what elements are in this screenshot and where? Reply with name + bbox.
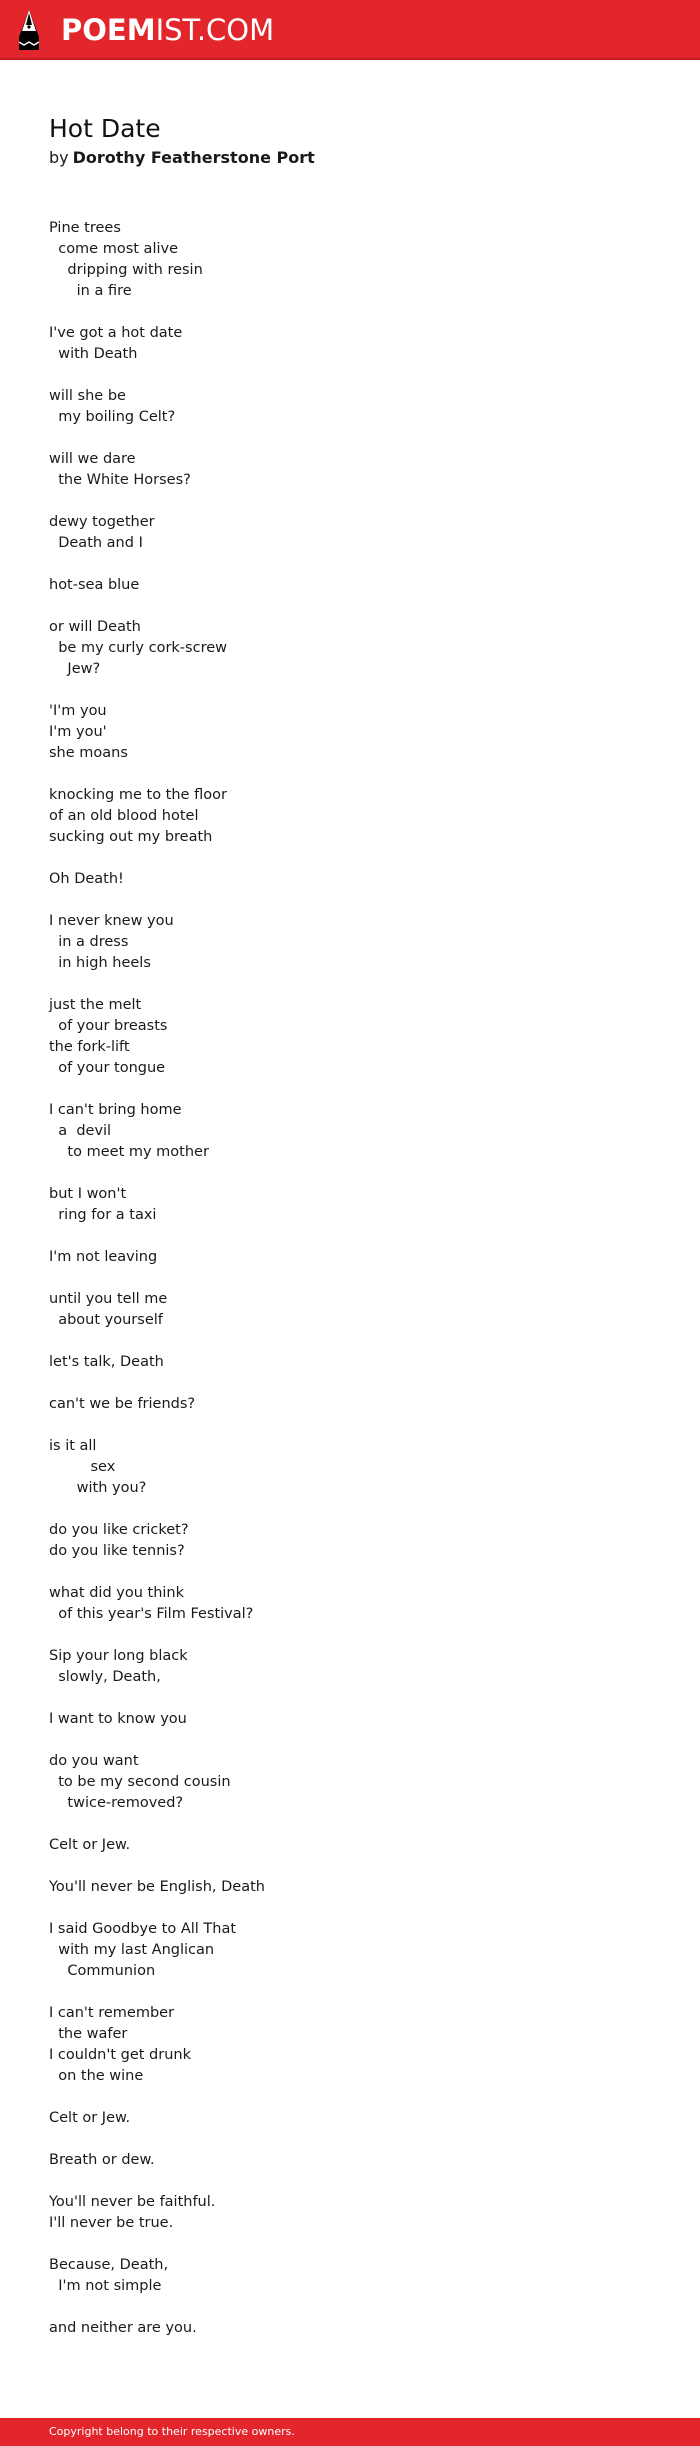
pen-nib-icon[interactable] bbox=[16, 9, 42, 51]
site-header bbox=[0, 0, 700, 60]
site-footer bbox=[0, 2418, 700, 2446]
poem-title: Hot Date bbox=[49, 114, 161, 143]
copyright-notice: Copyright belong to their respective owners. bbox=[49, 2425, 295, 2438]
logo-bold-text: POEM bbox=[61, 13, 156, 47]
author-name[interactable]: Dorothy Featherstone Port bbox=[72, 148, 315, 167]
poem-body: Pine trees come most alive dripping with resin in a fire I've got a hot date with Death will she be my boiling Celt? will we dare the White Horses? dewy together Death and I hot-sea blue or will Death be my curly cork-screw Jew? 'I'm you I'm you' she moans knocking me to the floor of an old blood hotel sucking out my breath Oh Death! I never knew you in a dress in high heels just the melt of your breasts the fork-lift of your tongue I can't bring home a devil to meet my mother but I won't ring for a taxi I'm not leaving until you tell me about yourself let's talk, Death can't we be friends? is it all sex with you? do you like cricket? do you like tennis? what did you think of this year's Film Festival? Sip your long black slowly, Death, I want to know you do you want to be my second cousin twice-removed? Celt or Jew. You'll never be English, Death I said Goodbye to All That with my last Anglican Communion I can't remember the wafer I couldn't get drunk on the wine Celt or Jew. Breath or dew. You'll never be faithful. I'll never be true. Because, Death, I'm not simple and neither are you. bbox=[49, 220, 265, 2336]
byline bbox=[49, 147, 315, 169]
by-label: by bbox=[49, 148, 69, 167]
logo-light-text: IST.COM bbox=[155, 13, 275, 47]
site-logo[interactable] bbox=[61, 12, 274, 48]
